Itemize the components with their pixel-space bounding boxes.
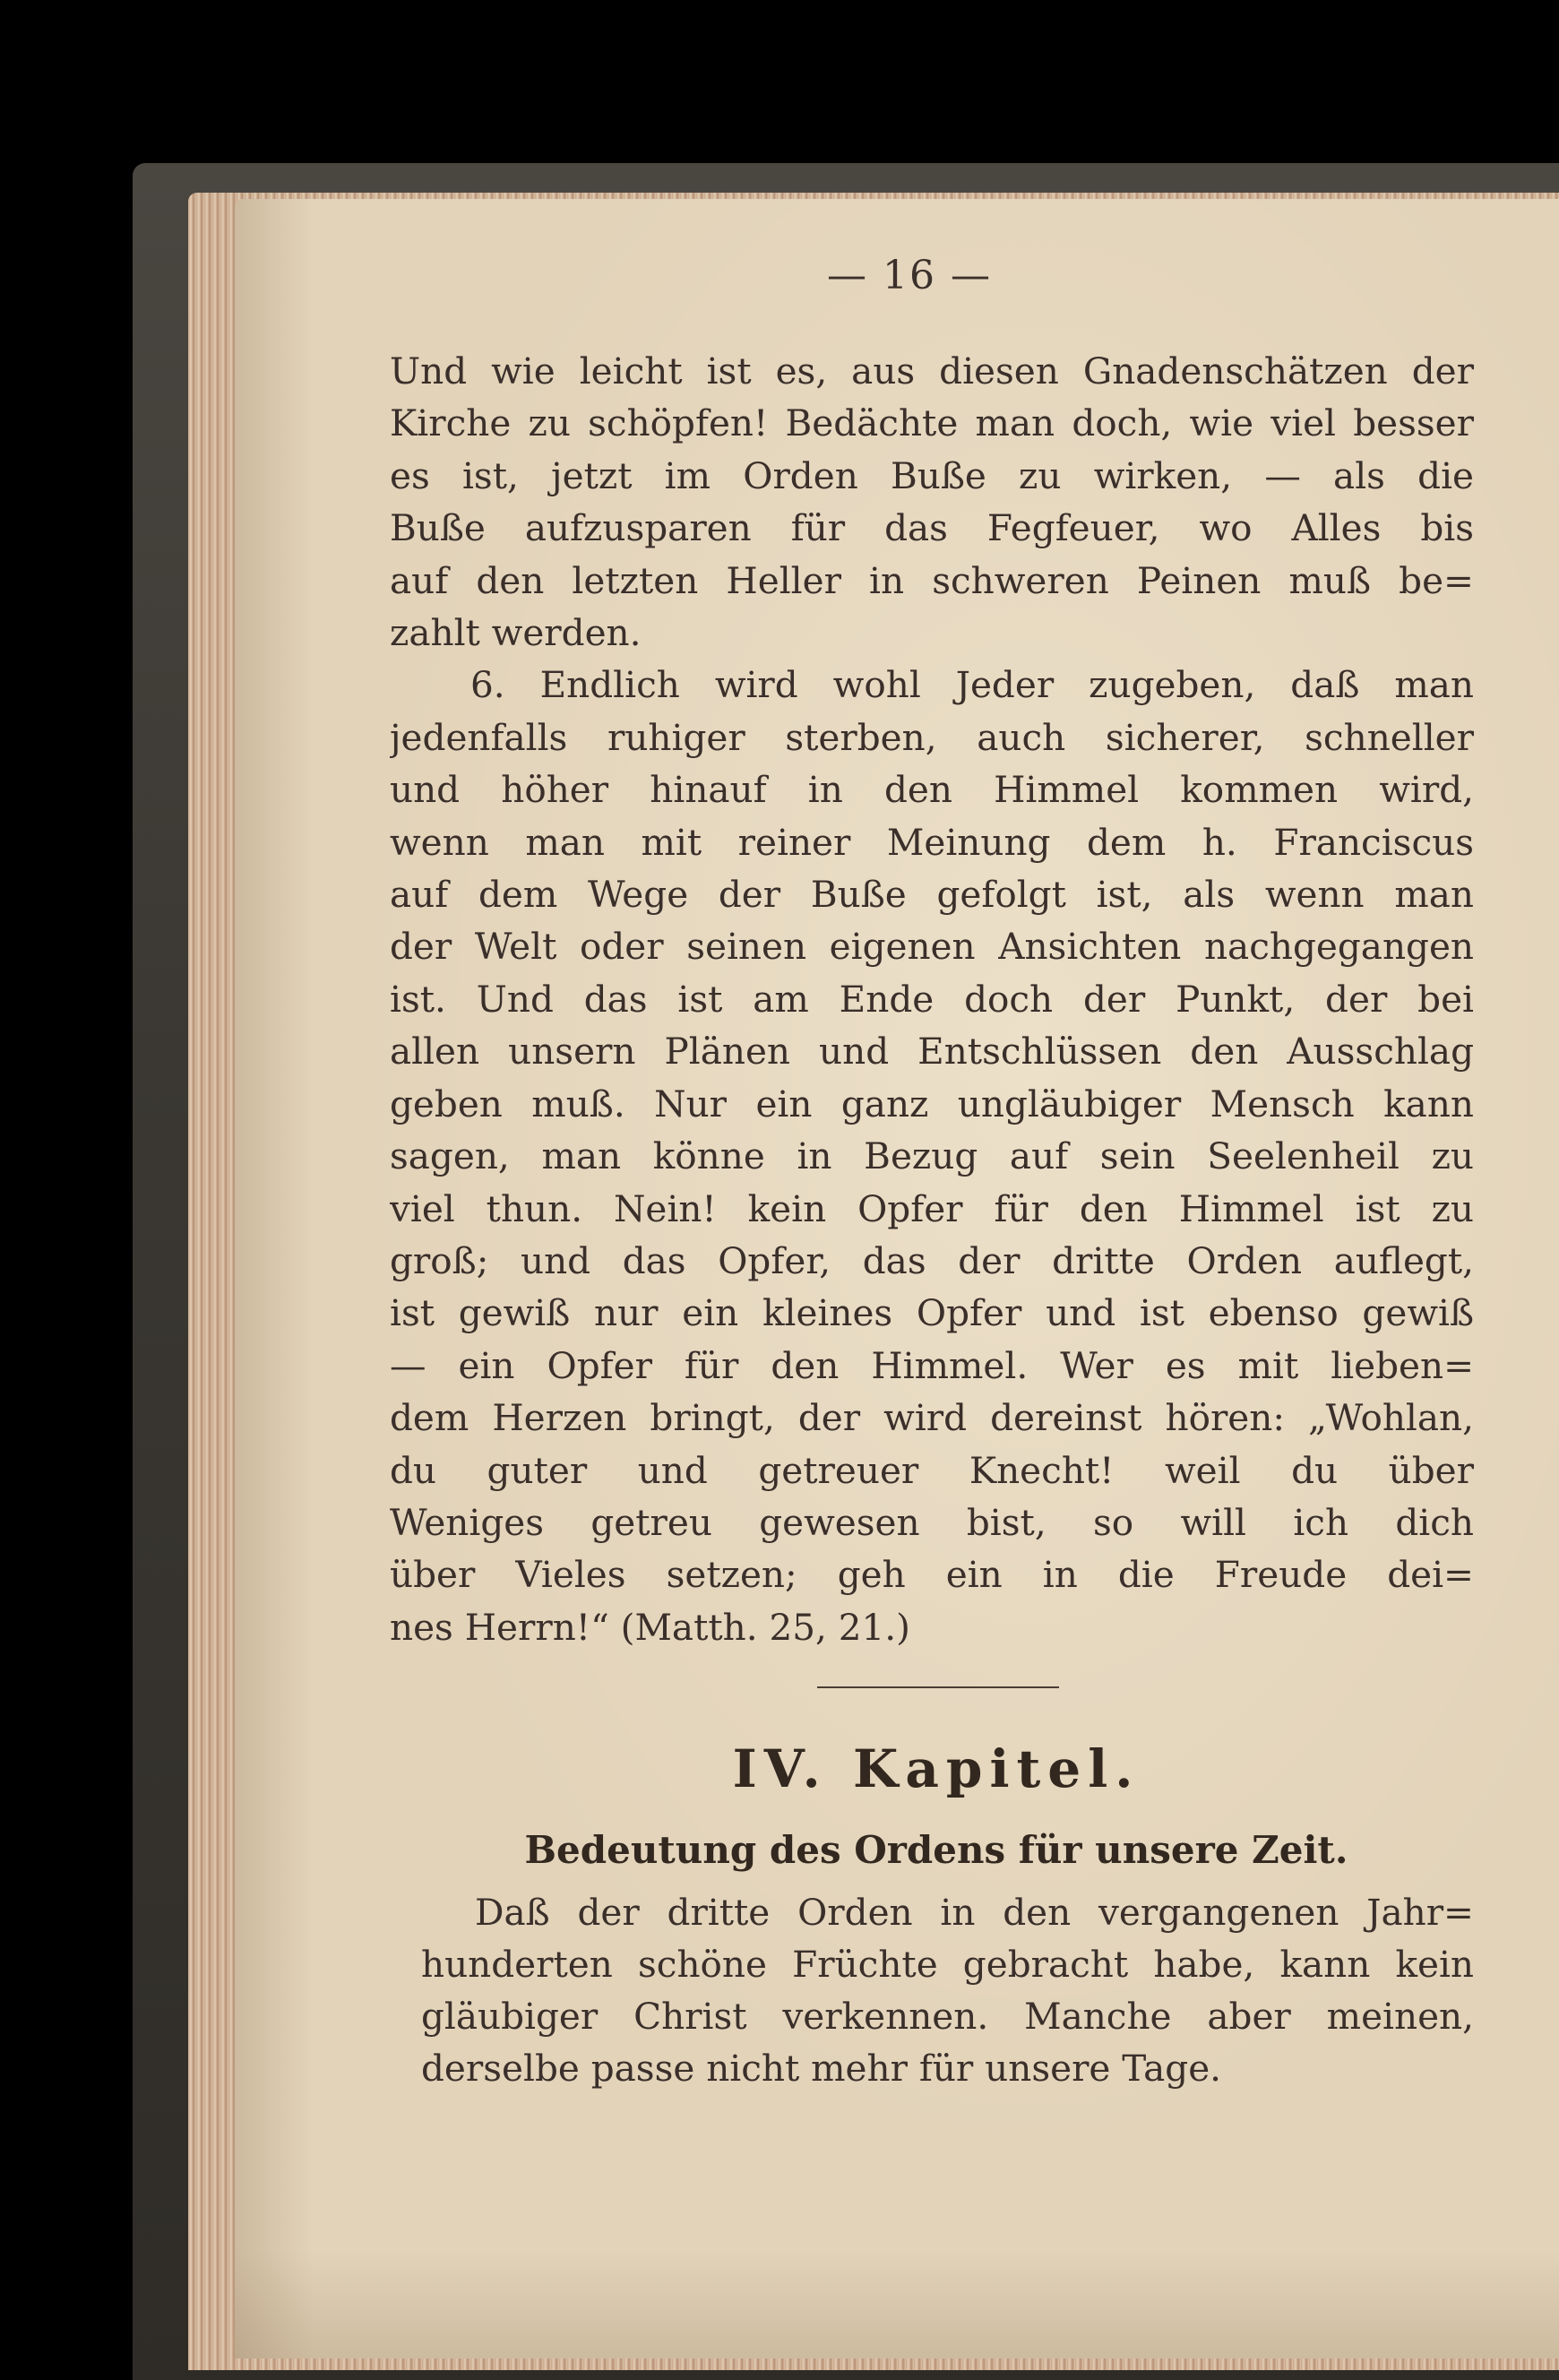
chapter-subtitle: Bedeutung des Ordens für unsere Zeit. (524, 1828, 1348, 1872)
text-line: viel thun. Nein! kein Opfer für den Himmel ist zu (390, 1186, 1474, 1230)
text-line: und höher hinauf in den Himmel kommen wird, (390, 768, 1474, 812)
text-line: ist gewiß nur ein kleines Opfer und ist ebenso gewiß (390, 1291, 1474, 1335)
text-line: gläubiger Christ verkennen. Manche aber meinen, (421, 1995, 1474, 2038)
text-line: auf den letzten Heller in schweren Peinen muß be= (390, 558, 1474, 602)
chapter-title: IV. Kapitel. (732, 1738, 1141, 1799)
text-line: dem Herzen bringt, der wird dereinst hören: „Wohlan, (390, 1396, 1474, 1440)
text-line: nes Herrn!“ (Matth. 25, 21.) (390, 1605, 910, 1649)
text-line: der Welt oder seinen eigenen Ansichten nachgegangen (390, 925, 1474, 969)
text-line: sagen, man könne in Bezug auf sein Seelenheil zu (390, 1134, 1474, 1178)
text-line: groß; und das Opfer, das der dritte Orden auflegt, (390, 1238, 1474, 1282)
text-line: hunderten schöne Früchte gebracht habe, kann kein (421, 1943, 1474, 1986)
text-line: derselbe passe nicht mehr für unsere Tage. (421, 2047, 1222, 2090)
text-line: allen unsern Plänen und Entschlüssen den Ausschlag (390, 1030, 1474, 1074)
body-text (390, 345, 1474, 1653)
text-line: jedenfalls ruhiger sterben, auch sicherer, schneller (390, 715, 1474, 759)
text-line: 6. Endlich wird wohl Jeder zugeben, daß man (470, 663, 1474, 707)
text-line: Und wie leicht ist es, aus diesen Gnadenschätzen der (390, 349, 1474, 392)
text-line: auf dem Wege der Buße gefolgt ist, als wenn man (390, 873, 1474, 917)
text-line: es ist, jetzt im Orden Buße zu wirken, — als die (390, 453, 1474, 497)
text-line: Daß der dritte Orden in den vergangenen Jahr= (475, 1891, 1474, 1934)
text-line: Weniges getreu gewesen bist, so will ich dich (390, 1500, 1474, 1544)
text-line: zahlt werden. (390, 611, 642, 655)
chapter-text (421, 1886, 1474, 2094)
text-line: ist. Und das ist am Ende doch der Punkt, der bei (390, 977, 1474, 1021)
page-number: — 16 — (827, 253, 992, 298)
text-line: geben muß. Nur ein ganz ungläubiger Mensch kann (390, 1082, 1474, 1125)
text-line: wenn man mit reiner Meinung dem h. Franciscus (390, 820, 1474, 864)
text-line: über Vieles setzen; geh ein in die Freude dei= (390, 1553, 1474, 1597)
section-divider (817, 1686, 1059, 1688)
text-line: Kirche zu schöpfen! Bedächte man doch, wie viel besser (390, 401, 1474, 445)
text-line: — ein Opfer für den Himmel. Wer es mit lieben= (390, 1343, 1474, 1387)
text-line: Buße aufzusparen für das Fegfeuer, wo Alles bis (390, 506, 1474, 550)
text-line: du guter und getreuer Knecht! weil du über (390, 1448, 1474, 1492)
